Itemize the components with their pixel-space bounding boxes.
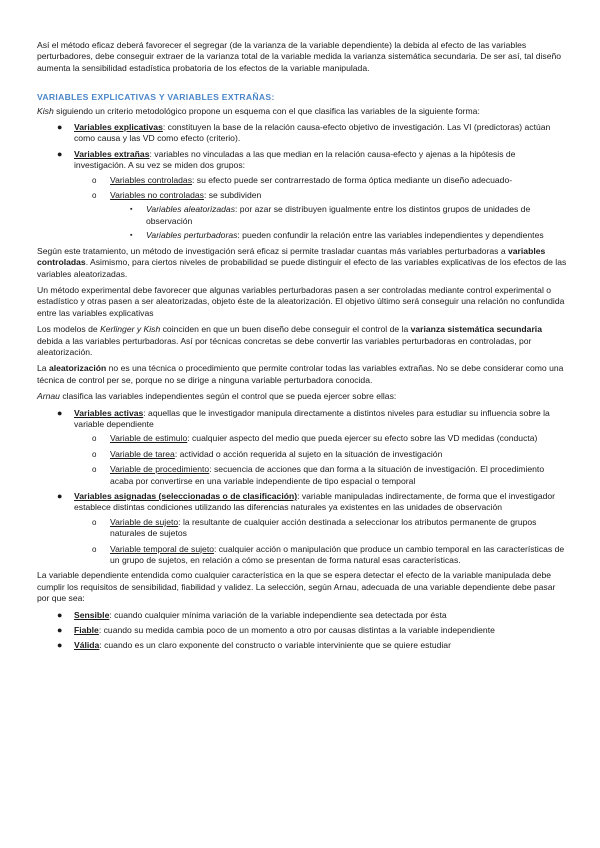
bullet-icon: ● — [57, 407, 63, 418]
arnau-list — [37, 408, 567, 567]
list-item-sensible: ● Sensible: cuando cualquier mínima variación de la variable independiente sea detectada por ésta — [57, 609, 447, 620]
arnau-paragraph: Arnau clasifica las variables independientes según el control que se pueda ejercer sobre ellas: — [37, 391, 397, 402]
kish-paragraph: Kish siguiendo un criterio metodológico propone un esquema con el que clasifica las variables de la siguiente forma: — [37, 105, 480, 116]
circle-bullet-icon: o — [92, 449, 97, 459]
square-bullet-icon: ▪ — [130, 232, 133, 240]
asignadas-sublist — [74, 517, 567, 567]
bullet-icon: ● — [57, 640, 63, 651]
dependiente-list — [37, 610, 567, 652]
list-item-estimulo: o Variable de estimulo: cualquier aspecto del medio que pueda ejercer su efecto sobre las VD medidas (conducta) — [92, 433, 538, 444]
circle-bullet-icon: o — [92, 544, 97, 554]
bullet-icon: ● — [57, 148, 63, 159]
list-item-explicativas: ● Variables explicativas: constituyen la base de la relación causa-efecto objetivo de investigación. Las VI (predictoras) actúan como causa y las VD como efecto (criterio). — [57, 122, 551, 144]
metodo-paragraph: Un método experimental debe favorecer que algunas variables perturbadoras pasen a ser controladas mediante control experimental o estadístico y otras pasen a ser aleatorizadas, objeto éste de la aleatorización. El objetivo último será conseguir una relación no confundida entre las variables explicativas — [37, 284, 565, 318]
circle-bullet-icon: o — [92, 434, 97, 444]
dependiente-paragraph: La variable dependiente entendida como cualquier característica en la que se espera detectar el efecto de la variable manipulada debe cumplir los requisitos de sensibilidad, fiabilidad y validez. La selección, según Arnau, adecuada de una variable dependiente debe pasar por que sea: — [37, 570, 556, 604]
list-item-perturbadoras: ▪ Variables perturbadoras: pueden confundir la relación entre las variables independientes y dependientes — [130, 230, 544, 241]
document-page — [37, 40, 567, 656]
tratamiento-paragraph: Según este tratamiento, un método de investigación será eficaz si permite trasladar cuantas más variables perturbadoras a variables controladas. Asimismo, para ciertos niveles de probabilidad se puede distinguir el efecto de las variables explicativas de los efectos de las variables aleatorizadas. — [37, 245, 567, 279]
list-item-asignadas: ● Variables asignadas (seleccionadas o de clasificación): variable manipuladas indirectamente, de forma que el investigador establece distintas condiciones utilizando las diferencias naturales ya existentes en las unidades de observación o Variable de sujeto: la resultante de cualquier acción destinada a seleccionar los atributos permanente de grupos naturales de sujetos o Variable temporal de sujeto: cualquier acción o manipulación que produce un cambio temporal en las características de un grupo de sujetos, en relación a cómo se presentan de forma natural esas características. — [37, 491, 567, 566]
circle-bullet-icon: o — [92, 465, 97, 475]
intro-paragraph: Así el método eficaz deberá favorecer el segregar (de la varianza de la variable dependiente) la debida al efecto de las variables perturbadores, debe conseguir extraer de la varianza total de la variable medida la varianza sistemática secundaria. De ser así, tal diseño aumenta la sensibilidad estadística probatoria de los efectos de la variable manipulada. — [37, 40, 562, 73]
list-item-valida: ● Válida: cuando es un claro exponente del constructo o variable interviniente que se quiere estudiar — [57, 640, 451, 651]
bullet-icon: ● — [57, 625, 63, 636]
kish-list — [37, 122, 567, 242]
list-item-temporal-sujeto: o Variable temporal de sujeto: cualquier acción o manipulación que produce un cambio temporal en las características de un grupo de sujetos, en relación a cómo se presentan de forma natural esas características. — [92, 543, 565, 566]
circle-bullet-icon: o — [92, 191, 97, 201]
list-item-aleatorizadas: ▪ Variables aleatorizadas: por azar se distribuyen igualmente entre los distintos grupos de unidades de observación — [130, 204, 531, 226]
list-item-activas: ● Variables activas: aquellas que le investigador manipula directamente a distintos niveles para estudiar su influencia sobre la variable dependiente o Variable de estimulo: cualquier aspecto del medio que pueda ejercer su efecto sobre las VD medidas (conducta) o Variable de tarea: actividad o acción requerida al sujeto en la situación de investigación o Variable de procedimiento: secuencia de acciones que dan forma a la situación de investigación. El procedimiento acaba por convertirse en una variable independiente de tipo espacial o temporal — [37, 408, 567, 487]
section-heading: VARIABLES EXPLICATIVAS Y VARIABLES EXTRAÑAS: — [37, 92, 275, 103]
circle-bullet-icon: o — [92, 517, 97, 527]
list-item-extranas: ● Variables extrañas: variables no vinculadas a las que median en la relación causa-efecto y ajenas a la hipótesis de investigación. A su vez se miden dos grupos: o Variables controladas: su efecto puede ser contrarrestado de forma óptica mediante un diseño adecuado- o Variables no controladas: se subdividen ▪ Variables aleatorizadas: por azar se distribuyen igualmente entre los distintos grupos de unidades de observación ▪ Variables perturbadoras: pueden confundir la relación entre las variables independientes y dependientes — [37, 149, 567, 242]
circle-bullet-icon: o — [92, 175, 97, 185]
square-bullet-icon: ▪ — [130, 206, 133, 214]
list-item-no-controladas: o Variables no controladas: se subdividen ▪ Variables aleatorizadas: por azar se distribuyen igualmente entre los distintos grupos de unidades de observación ▪ Variables perturbadoras: pueden confundir la relación entre las variables independientes y dependientes — [37, 190, 567, 242]
list-item-fiable: ● Fiable: cuando su medida cambia poco de un momento a otro por causas distintas a la variable independiente — [57, 625, 495, 636]
list-item-sujeto: o Variable de sujeto: la resultante de cualquier acción destinada a seleccionar los atributos permanente de grupos naturales de sujetos — [92, 516, 537, 539]
list-item-controladas: o Variables controladas: su efecto puede ser contrarrestado de forma óptica mediante un diseño adecuado- — [92, 174, 513, 185]
no-controladas-sublist — [110, 204, 567, 241]
aleatorizacion-paragraph: La aleatorización no es una técnica o procedimiento que permite controlar todas las variables extrañas. No se debe considerar como una técnica de control per se, porque no se dirige a ninguna variable perturbadora conocida. — [37, 363, 564, 385]
bullet-icon: ● — [57, 491, 63, 501]
modelos-paragraph: Los modelos de Kerlinger y Kish coinciden en que un buen diseño debe conseguir el control de la varianza sistemática secundaria debida a las variables perturbadoras. Así por técnicas concretas se debe convertir las variables perturbadoras en controladas, por aleatorización. — [37, 324, 542, 357]
list-item-tarea: o Variable de tarea: actividad o acción requerida al sujeto en la situación de investigación — [92, 448, 443, 459]
kish-author: Kish — [37, 105, 54, 116]
bullet-icon: ● — [57, 122, 63, 133]
bullet-icon: ● — [57, 609, 63, 620]
extranas-sublist — [74, 175, 567, 242]
activas-sublist — [74, 433, 567, 487]
list-item-procedimiento: o Variable de procedimiento: secuencia de acciones que dan forma a la situación de investigación. El procedimiento acaba por convertirse en una variable independiente de tipo espacial o temporal — [92, 464, 545, 486]
